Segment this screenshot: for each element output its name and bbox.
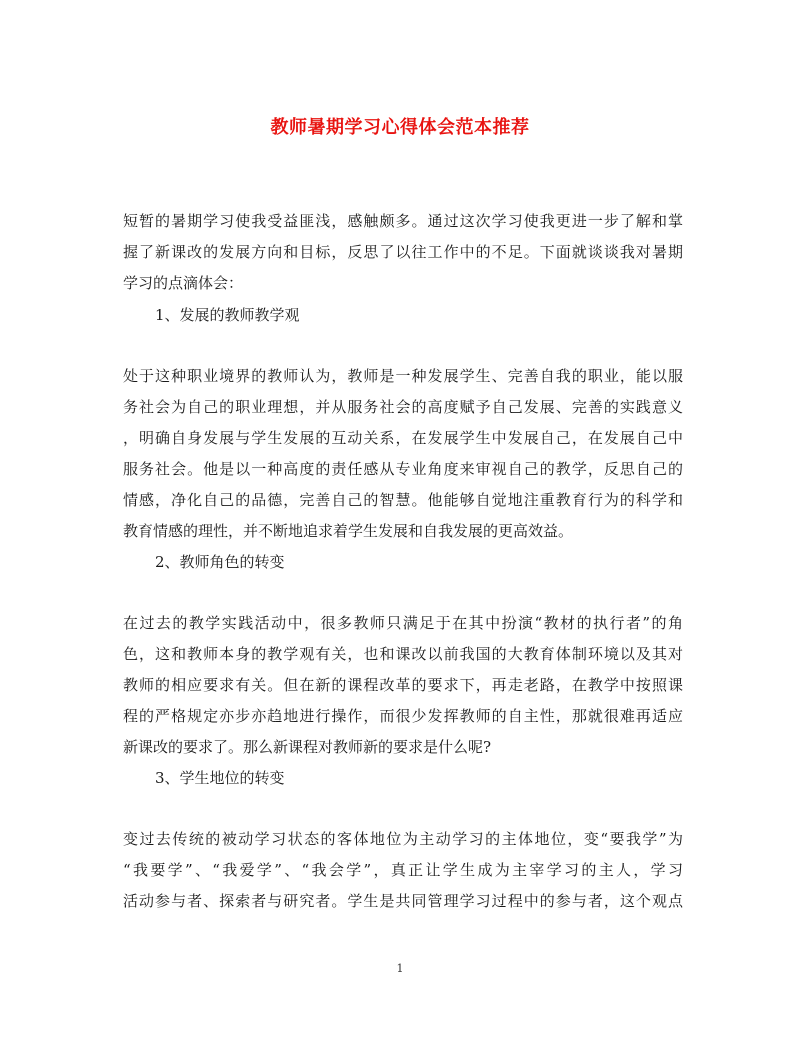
paragraph-line: 在过去的教学实践活动中，很多教师只满足于在其中扮演“教材的执行者”的角 (123, 614, 683, 632)
paragraph-line: 处于这种职业境界的教师认为，教师是一种发展学生、完善自我的职业，能以服 (123, 367, 683, 385)
paragraph-line: “我要学”、“我爱学”、“我会学”，真正让学生成为主宰学习的主人，学习 (123, 861, 683, 879)
intro-line: 握了新课改的发展方向和目标，反思了以往工作中的不足。下面就谈谈我对暑期 (123, 243, 683, 261)
paragraph-line: 教师的相应要求有关。但在新的课程改革的要求下，再走老路，在教学中按照课 (123, 676, 683, 694)
section-heading: 2、教师角色的转变 (155, 553, 285, 571)
page-number: 1 (396, 962, 404, 975)
section-heading: 3、学生地位的转变 (155, 769, 285, 787)
paragraph-line: 色，这和教师本身的教学观有关，也和课改以前我国的大教育体制环境以及其对 (123, 645, 683, 663)
intro-line: 学习的点滴体会： (123, 274, 244, 292)
paragraph-line: 活动参与者、探索者与研究者。学生是共同管理学习过程中的参与者，这个观点 (123, 892, 683, 910)
intro-line: 短暂的暑期学习使我受益匪浅，感触颇多。通过这次学习使我更进一步了解和掌 (123, 212, 683, 230)
paragraph-line: ，明确自身发展与学生发展的互动关系，在发展学生中发展自己，在发展自己中 (123, 429, 683, 447)
paragraph-line: 务社会为自己的职业理想，并从服务社会的高度赋予自己发展、完善的实践意义 (123, 398, 683, 416)
paragraph-line: 新课改的要求了。那么新课程对教师新的要求是什么呢? (123, 738, 492, 756)
document-title: 教师暑期学习心得体会范本推荐 (270, 117, 530, 138)
paragraph-line: 教育情感的理性，并不断地追求着学生发展和自我发展的更高效益。 (123, 522, 574, 540)
paragraph-line: 程的严格规定亦步亦趋地进行操作，而很少发挥教师的自主性，那就很难再适应 (123, 707, 683, 725)
paragraph-line: 变过去传统的被动学习状态的客体地位为主动学习的主体地位，变“要我学”为 (123, 830, 683, 848)
paragraph-line: 服务社会。他是以一种高度的责任感从专业角度来审视自己的教学，反思自己的 (123, 460, 683, 478)
section-heading: 1、发展的教师教学观 (155, 306, 300, 324)
paragraph-line: 情感，净化自己的品德，完善自己的智慧。他能够自觉地注重教育行为的科学和 (123, 491, 683, 509)
